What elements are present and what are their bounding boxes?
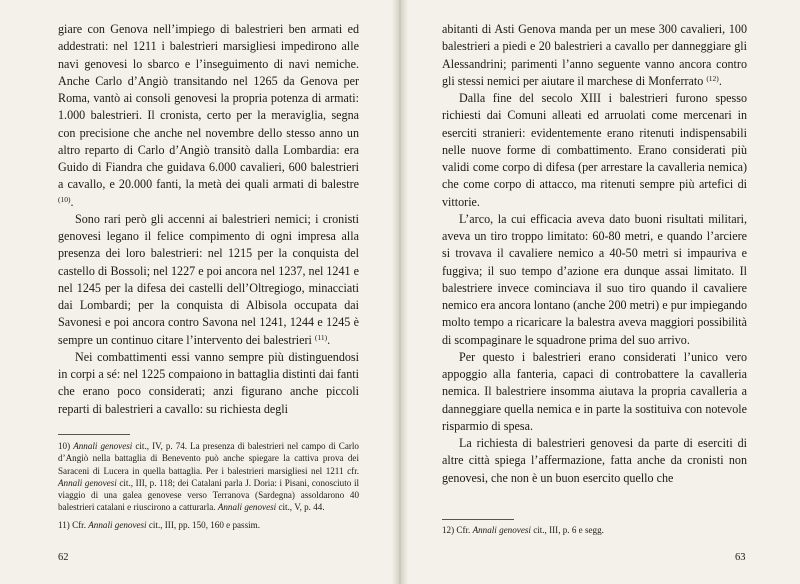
footnote: 11) Cfr. Annali genovesi cit., III, pp. 150, 160 e passim.: [58, 519, 260, 530]
footnote-separator: [442, 519, 514, 520]
footnote-reference: (12): [706, 73, 719, 83]
right-footnotes: [442, 524, 747, 541]
footnote-separator: [58, 434, 130, 435]
paragraph: abitanti di Asti Genova manda per un mese 300 cavalieri, 100 balestrieri a piedi e 20 balestrieri a cavallo per danneggiare gli Alessandrini; parimenti l’anno seguente vanno ancora contro gli stessi nemici per aiutare il marchese di Monferrato $^{(12)}$.: [442, 22, 747, 88]
right-page: [404, 0, 800, 584]
footnote-reference: (10): [58, 194, 71, 204]
paragraph: giare con Genova nell’impiego di balestrieri ben armati ed addestrati: nel 1211 i balestrieri marsigliesi impedirono alle navi genovesi lo sbarco e l’inseguimento di navi nemiche. Anche Carlo d’Angiò transitando nel 1265 da Genova per Roma, vantò ai consoli genovesi la propria potenza di armati: 1.000 balestrieri. Il cronista, certo per la meraviglia, segna con precisione che anche nel novembre dello stesso anno un altro reparto di Carlo d’Angiò transitò dalla Lombardia: era Guido di Fiandra che guidava 6.000 cavalieri, 600 balestrieri a cavallo, e 20.000 fanti, la metà dei quali armati di balestre $^{(10)}$.: [58, 22, 359, 209]
paragraph: La richiesta di balestrieri genovesi da parte di eserciti di altre città spiega l’affermazione, fatta anche da cronisti non genovesi, che non è un buon esercito quello che: [442, 436, 747, 485]
page-number: 62: [58, 552, 69, 563]
paragraph: Nei combattimenti essi vanno sempre più distinguendosi in corpi a sé: nel 1225 compaiono in battaglia distinti dai fanti che erano poco considerati; anzi figurano anche piccoli reparti di balestrieri a cavallo: su richiesta degli: [58, 349, 359, 416]
footnote: 10) Annali genovesi cit., IV, p. 74. La presenza di balestrieri nel campo di Carlo d’Angiò nella battaglia di Benevento può anche spiegare la cattiva prova dei Saraceni di Lucera in quella battaglia. Per i balestrieri marsigliesi nel 1211 cfr. Annali genovesi cit., III, p. 118; dei Catalani parla J. Doria: i Pisani, conosciuto il viaggio di una galea genovese verso Terranova (Sardegna) assoldarono 40 balestrieri catalani e riuscirono a catturarla. Annali genovesi cit., V, p. 44.: [58, 441, 359, 513]
footnote: 12) Cfr. Annali genovesi cit., III, p. 6 e segg.: [442, 525, 604, 535]
left-page-body: [58, 21, 359, 418]
paragraph: Dalla fine del secolo XIII i balestrieri furono spesso richiesti dai Comuni alleati ed arruolati come mercenari in eserciti stranieri: evidentemente erano ritenuti indispensabili nelle nuove forme di combattimento. Erano considerati più validi come corpo di difesa (per arrestare la cavalleria nemica) che come corpo di attacco, ma ritenuti sempre più artefici di vittorie.: [442, 91, 747, 209]
right-page-body: [442, 21, 747, 487]
paragraph: Sono rari però gli accenni ai balestrieri nemici; i cronisti genovesi legano il felice compimento di ogni impresa alla presenza dei loro balestrieri: nel 1215 per la conquista del castello di Bossoli; nel 1227 e poi ancora nel 1237, nel 1241 e nel 1245 per la difesa dei castelli dell’Oltregiogo, minacciati dai Lombardi; per la conquista di Albisola occupata dai Savonesi e poi ancora contro Savona nel 1241, 1244 e 1245 è sempre un continuo citare l’intervento dei balestrieri $^{(11)}$.: [58, 211, 359, 347]
paragraph: Per questo i balestrieri erano considerati l’unico vero appoggio alla fanteria, capaci di controbattere la cavalleria nemica. Il balestriere insomma aiutava la propria cavalleria a danneggiare quella nemica e in parte la sostituiva con notevole risparmio di spesa.: [442, 349, 747, 433]
paragraph: L’arco, la cui efficacia aveva dato buoni risultati militari, aveva un tiro troppo limitato: 60-80 metri, e quando l’arciere si trovava il cavaliere nemico a 40-50 metri si impauriva e fuggiva; il suo tempo d’azione era dunque assai limitato. Il balestriere invece cominciava il suo tiro quando il cavaliere nemico era ancora lontano (anche 200 metri) e pur impiegando molto tempo a ricaricare la balestra aveva maggiori possibilità di scompaginare le squadrone prima del suo arrivo.: [442, 211, 747, 347]
page-number: 63: [735, 552, 746, 563]
left-footnotes: [58, 440, 359, 536]
footnote-reference: (11): [314, 332, 328, 342]
left-page: [0, 0, 396, 584]
